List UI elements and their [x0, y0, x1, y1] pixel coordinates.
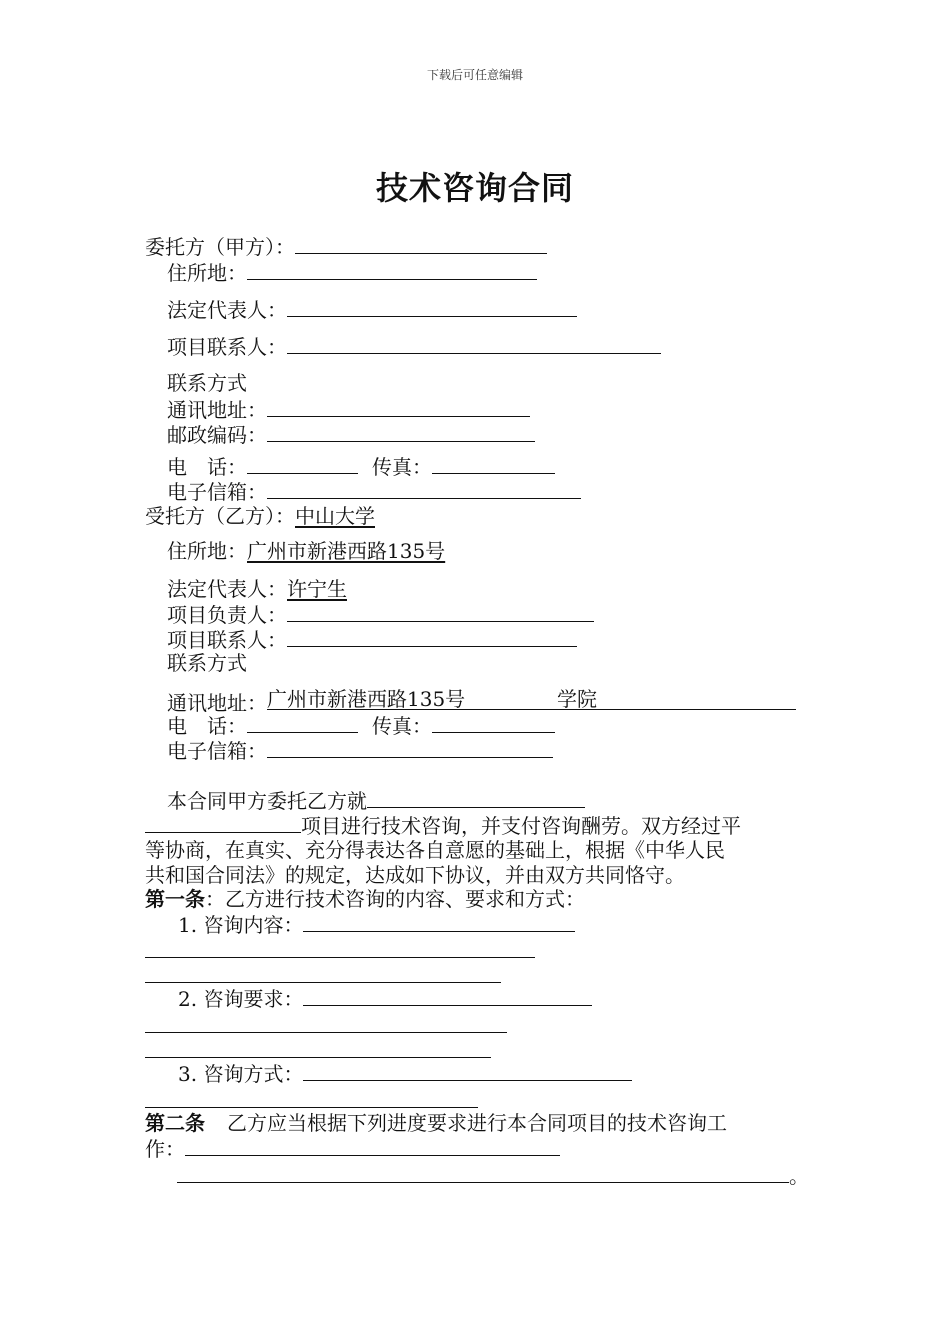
consult-requirement-line-2[interactable]	[145, 1032, 507, 1033]
article2-line2-row	[177, 1162, 809, 1189]
party-a-email-row	[167, 478, 581, 505]
party-a-fax-field[interactable]	[432, 453, 555, 474]
party-b-mail-address-label: 通讯地址：	[167, 691, 267, 715]
article1-item3-row	[178, 1060, 632, 1087]
party-a-postcode-label: 邮政编码：	[167, 423, 267, 447]
party-a-phone-field[interactable]	[247, 453, 358, 474]
party-b-heading-row	[145, 503, 375, 529]
party-a-heading-row	[145, 233, 547, 260]
party-a-mail-address-row	[167, 396, 530, 423]
party-b-project-lead-row	[167, 601, 594, 628]
intro-line3: 共和国合同法》的规定，达成如下协议，并由双方共同恪守。	[145, 863, 685, 887]
party-b-legal-rep-row	[167, 576, 347, 602]
article1-text: ：乙方进行技术咨询的内容、要求和方式：	[205, 887, 585, 911]
party-b-email-label: 电子信箱：	[167, 739, 267, 763]
intro-lead: 本合同甲方委托乙方就	[167, 789, 367, 813]
party-b-name: 中山大学	[295, 504, 375, 528]
intro-lead-row	[167, 787, 585, 814]
party-b-legal-rep-label: 法定代表人：	[167, 577, 287, 601]
article2-heading-row	[145, 1110, 727, 1136]
party-a-postcode-row	[167, 421, 535, 448]
party-b-mail-address-value: 广州市新港西路135号	[267, 687, 466, 711]
party-a-fax-label: 传真：	[372, 455, 432, 479]
party-b-contact-person-field[interactable]	[287, 626, 577, 647]
article1-item2-label: 2. 咨询要求：	[178, 987, 304, 1011]
party-b-contact-person-row	[167, 626, 577, 653]
party-a-name-field[interactable]	[295, 233, 547, 254]
party-a-legal-rep-row	[167, 296, 577, 323]
article2-cont-row	[145, 1135, 560, 1162]
consult-method-line-2[interactable]	[145, 1107, 478, 1108]
project-name-field-cont[interactable]	[145, 812, 301, 833]
document-title: 技术咨询合同	[375, 169, 574, 207]
party-a-phone-label: 电 话：	[167, 455, 247, 479]
article2-end-mark: 。	[789, 1164, 809, 1188]
consult-requirement-field[interactable]	[303, 985, 592, 1006]
party-b-address-row	[167, 538, 445, 564]
intro-line2: 等协商，在真实、充分得表达各自意愿的基础上，根据《中华人民	[145, 838, 725, 862]
party-a-heading: 委托方（甲方）：	[145, 235, 295, 259]
party-b-email-row	[167, 737, 553, 764]
article2-text: 乙方应当根据下列进度要求进行本合同项目的技术咨询工	[227, 1111, 727, 1135]
party-a-contact-method: 联系方式	[167, 371, 247, 395]
party-b-contact-person-label: 项目联系人：	[167, 628, 287, 652]
consult-content-line-2[interactable]	[145, 957, 535, 958]
party-b-legal-rep-value: 许宁生	[287, 577, 347, 601]
party-b-email-field[interactable]	[267, 737, 553, 758]
party-b-phone-field[interactable]	[247, 712, 358, 733]
article1-item3-label: 3. 咨询方式：	[178, 1062, 304, 1086]
party-b-phone-label: 电 话：	[167, 714, 247, 738]
party-a-legal-rep-field[interactable]	[287, 296, 577, 317]
intro-cont: 项目进行技术咨询，并支付咨询酬劳。双方经过平	[301, 814, 741, 838]
article2-label: 第二条	[145, 1111, 205, 1135]
article1-item2-row	[178, 985, 592, 1012]
party-b-fax-label: 传真：	[372, 714, 432, 738]
consult-content-field[interactable]	[303, 911, 575, 932]
article1-item1-row	[178, 911, 575, 938]
party-b-fax-field[interactable]	[432, 712, 555, 733]
consult-method-field[interactable]	[303, 1060, 632, 1081]
party-b-mail-address-field[interactable]	[267, 686, 796, 710]
party-a-address-row	[167, 259, 537, 286]
article2-cont: 作：	[145, 1137, 185, 1161]
party-a-address-field[interactable]	[247, 259, 537, 280]
party-a-mail-address-field[interactable]	[267, 396, 530, 417]
article1-label: 第一条	[145, 887, 205, 911]
party-a-contact-person-label: 项目联系人：	[167, 335, 287, 359]
header-note: 下载后可任意编辑	[426, 68, 523, 82]
article1-heading-row	[145, 886, 585, 912]
party-a-contact-person-field[interactable]	[287, 333, 661, 354]
consult-content-line-3[interactable]	[145, 982, 501, 983]
party-b-project-lead-field[interactable]	[287, 601, 594, 622]
party-a-phone-row	[167, 453, 555, 480]
party-a-contact-person-row	[167, 333, 661, 360]
party-a-email-field[interactable]	[267, 478, 581, 499]
party-a-address-label: 住所地：	[167, 261, 247, 285]
intro-cont-row	[145, 812, 741, 839]
article1-item1-label: 1. 咨询内容：	[178, 913, 304, 937]
party-a-mail-address-label: 通讯地址：	[167, 398, 267, 422]
party-b-contact-method: 联系方式	[167, 651, 247, 675]
party-b-address-value: 广州市新港西路135号	[247, 539, 446, 563]
party-b-address-label: 住所地：	[167, 539, 247, 563]
project-name-field[interactable]	[367, 787, 585, 808]
party-a-email-label: 电子信箱：	[167, 480, 267, 504]
consult-requirement-line-3[interactable]	[145, 1057, 491, 1058]
party-b-heading: 受托方（乙方）：	[145, 504, 295, 528]
party-a-postcode-field[interactable]	[267, 421, 535, 442]
schedule-field[interactable]	[185, 1135, 560, 1156]
party-b-phone-row	[167, 712, 555, 739]
party-b-project-lead-label: 项目负责人：	[167, 603, 287, 627]
party-a-legal-rep-label: 法定代表人：	[167, 298, 287, 322]
schedule-field-line-2[interactable]	[177, 1162, 789, 1183]
party-b-school-label: 学院	[557, 687, 597, 711]
